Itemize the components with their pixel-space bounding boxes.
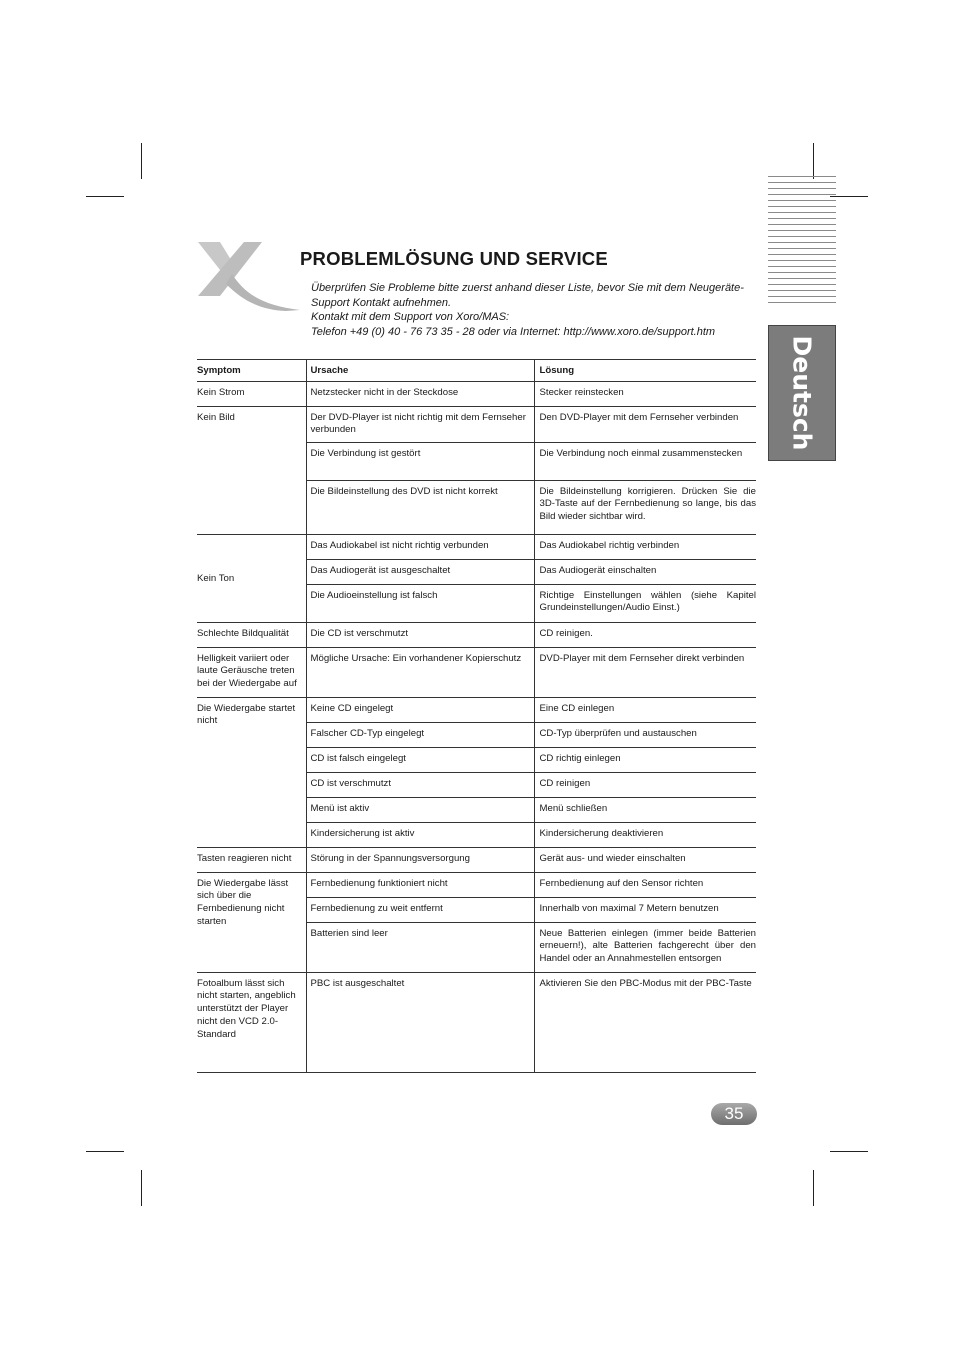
troubleshooting-table bbox=[197, 359, 756, 1073]
xoro-logo-icon bbox=[196, 240, 302, 312]
cause-cell: Falscher CD-Typ eingelegt bbox=[306, 722, 534, 747]
intro-line-text: Telefon +49 (0) 40 - 76 73 35 - 28 oder via Internet: http://www.xoro.de/support.htm bbox=[311, 325, 716, 338]
symptom-cell: Kein Ton bbox=[197, 534, 306, 622]
cause-cell: Mögliche Ursache: Ein vorhandener Kopierschutz bbox=[306, 647, 534, 697]
cause-cell: CD ist falsch eingelegt bbox=[306, 747, 534, 772]
cause-cell: Keine CD eingelegt bbox=[306, 697, 534, 722]
table-row bbox=[197, 972, 756, 1072]
cause-cell: CD ist verschmutzt bbox=[306, 772, 534, 797]
intro-line: Überprüfen Sie Probleme bitte zuerst anhand dieser Liste, bevor Sie mit dem Neugeräte- bbox=[311, 282, 744, 294]
symptom-cell: Die Wiedergabe lässt sich über die Fernbedienung nicht starten bbox=[197, 872, 306, 972]
solution-cell: DVD-Player mit dem Fernseher direkt verbinden bbox=[534, 647, 756, 697]
solution-cell: Stecker reinstecken bbox=[534, 381, 756, 406]
cause-cell: Die CD ist verschmutzt bbox=[306, 622, 534, 647]
solution-cell: Neue Batterien einlegen (immer beide Batterien erneuern!), alte Batterien fachgerecht über den Handel oder an Annahmestellen entsorgen bbox=[534, 922, 756, 972]
solution-cell: CD reinigen. bbox=[534, 622, 756, 647]
crop-mark bbox=[86, 196, 124, 197]
cause-cell: Das Audiogerät ist ausgeschaltet bbox=[306, 559, 534, 584]
intro-line: Kontakt mit dem Support von Xoro/MAS: bbox=[311, 311, 510, 323]
table-row bbox=[197, 697, 756, 722]
symptom-cell: Fotoalbum lässt sich nicht starten, angeblich unterstützt der Player nicht den VCD 2.0-Standard bbox=[197, 972, 306, 1072]
table-row bbox=[197, 872, 756, 897]
solution-cell: CD-Typ überprüfen und austauschen bbox=[534, 722, 756, 747]
cause-cell: Fernbedienung zu weit entfernt bbox=[306, 897, 534, 922]
cause-cell: Der DVD-Player ist nicht richtig mit dem Fernseher verbunden bbox=[306, 406, 534, 442]
symptom-cell: Kein Bild bbox=[197, 406, 306, 534]
cause-cell: Kindersicherung ist aktiv bbox=[306, 822, 534, 847]
column-header: Ursache bbox=[306, 360, 534, 382]
solution-cell: Menü schließen bbox=[534, 797, 756, 822]
solution-cell: Fernbedienung auf den Sensor richten bbox=[534, 872, 756, 897]
cause-cell: Die Bildeinstellung des DVD ist nicht korrekt bbox=[306, 480, 534, 534]
solution-cell: Kindersicherung deaktivieren bbox=[534, 822, 756, 847]
cause-cell: Störung in der Spannungsversorgung bbox=[306, 847, 534, 872]
cause-cell: PBC ist ausgeschaltet bbox=[306, 972, 534, 1072]
crop-mark bbox=[141, 1170, 142, 1206]
cause-cell: Das Audiokabel ist nicht richtig verbunden bbox=[306, 534, 534, 559]
cause-cell: Fernbedienung funktioniert nicht bbox=[306, 872, 534, 897]
table-row bbox=[197, 647, 756, 697]
solution-cell: Aktivieren Sie den PBC-Modus mit der PBC-Taste bbox=[534, 972, 756, 1072]
cause-cell: Die Audioeinstellung ist falsch bbox=[306, 584, 534, 622]
cause-cell: Batterien sind leer bbox=[306, 922, 534, 972]
crop-mark bbox=[813, 1170, 814, 1206]
solution-cell: Das Audiogerät einschalten bbox=[534, 559, 756, 584]
crop-mark bbox=[830, 1151, 868, 1152]
column-header: Lösung bbox=[534, 360, 756, 382]
table-row bbox=[197, 381, 756, 406]
symptom-cell: Schlechte Bildqualität bbox=[197, 622, 306, 647]
solution-cell: Die Bildeinstellung korrigieren. Drücken Sie die 3D-Taste auf der Fernbedienung so lange, bis das Bild wieder sichtbar wird. bbox=[534, 480, 756, 534]
table-row bbox=[197, 534, 756, 559]
cause-cell: Die Verbindung ist gestört bbox=[306, 442, 534, 480]
solution-cell: Eine CD einlegen bbox=[534, 697, 756, 722]
solution-cell: Die Verbindung noch einmal zusammenstecken bbox=[534, 442, 756, 480]
solution-cell: Innerhalb von maximal 7 Metern benutzen bbox=[534, 897, 756, 922]
symptom-cell: Helligkeit variiert oder laute Geräusche treten bei der Wiedergabe auf bbox=[197, 647, 306, 697]
symptom-cell: Tasten reagieren nicht bbox=[197, 847, 306, 872]
solution-cell: Das Audiokabel richtig verbinden bbox=[534, 534, 756, 559]
table-row bbox=[197, 406, 756, 442]
solution-cell: CD reinigen bbox=[534, 772, 756, 797]
cause-cell: Netzstecker nicht in der Steckdose bbox=[306, 381, 534, 406]
crop-mark bbox=[141, 143, 142, 179]
table-row bbox=[197, 622, 756, 647]
solution-cell: Richtige Einstellungen wählen (siehe Kapitel Grundeinstellungen/Audio Einst.) bbox=[534, 584, 756, 622]
solution-cell: CD richtig einlegen bbox=[534, 747, 756, 772]
language-tab bbox=[768, 325, 836, 461]
symptom-cell: Die Wiedergabe startet nicht bbox=[197, 697, 306, 847]
solution-cell: Gerät aus- und wieder einschalten bbox=[534, 847, 756, 872]
intro-line: Support Kontakt aufnehmen. bbox=[311, 296, 452, 309]
cause-cell: Menü ist aktiv bbox=[306, 797, 534, 822]
table-header-row bbox=[197, 360, 756, 382]
crop-mark bbox=[813, 143, 814, 179]
page-title: PROBLEMLÖSUNG UND SERVICE bbox=[300, 248, 608, 269]
decorative-stripes bbox=[768, 176, 836, 308]
crop-mark bbox=[86, 1151, 124, 1152]
language-tab-label: Deutsch bbox=[787, 335, 817, 451]
solution-cell: Den DVD-Player mit dem Fernseher verbinden bbox=[534, 406, 756, 442]
intro-line bbox=[311, 325, 751, 340]
column-header: Symptom bbox=[197, 360, 306, 382]
intro-text bbox=[311, 281, 751, 339]
table-row bbox=[197, 847, 756, 872]
page-number: 35 bbox=[711, 1103, 757, 1125]
symptom-cell: Kein Strom bbox=[197, 381, 306, 406]
